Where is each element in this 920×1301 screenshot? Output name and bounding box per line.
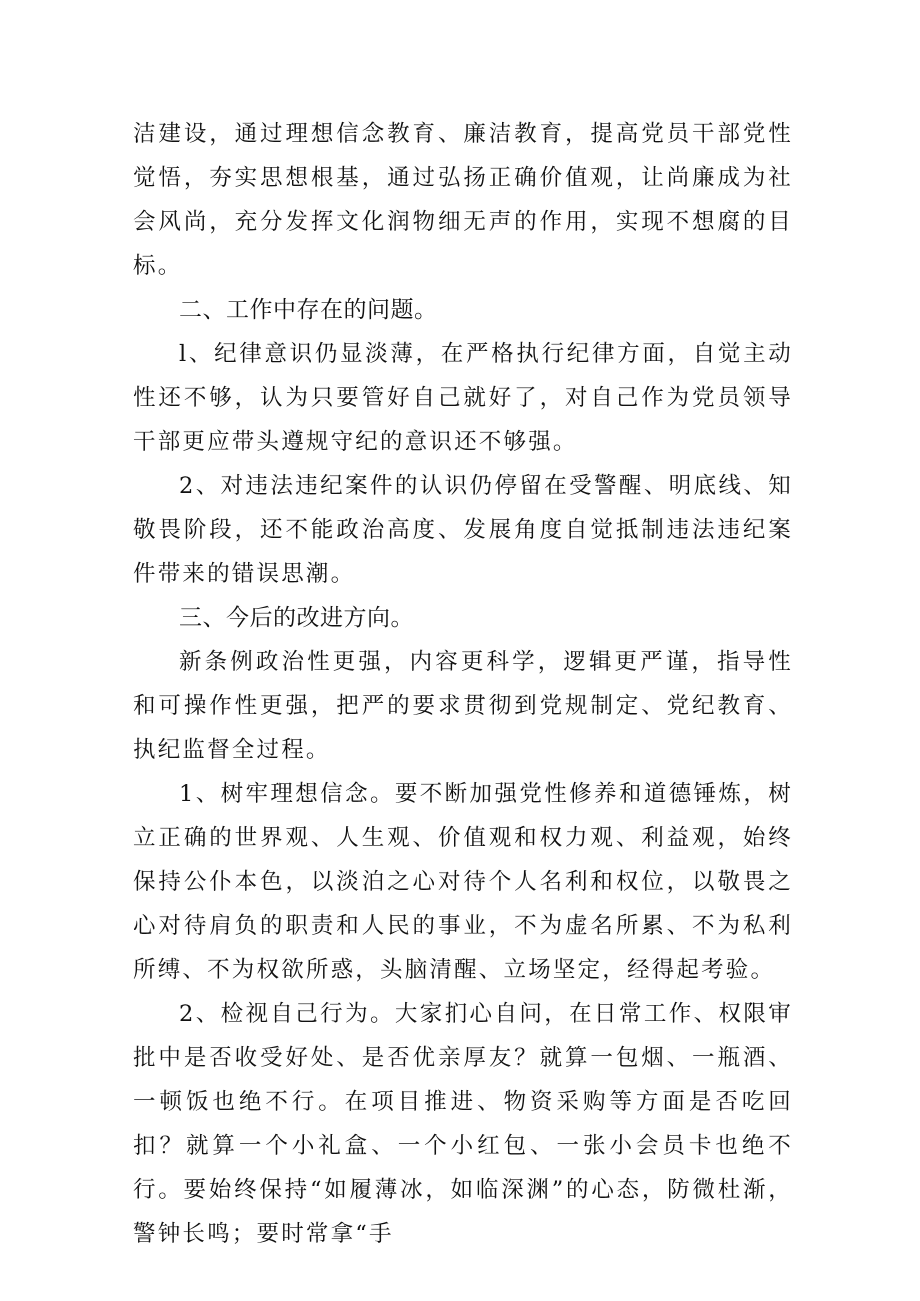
paragraph-intro-continuation: 洁建设，通过理想信念教育、廉洁教育，提高党员干部党性觉悟，夯实思想根基，通过弘扬正确价值观，让尚廉成为社会风尚，充分发挥文化润物细无声的作用，实现不想腐的目标。: [133, 121, 793, 279]
section-heading-improvement: 三、今后的改进方向。: [179, 605, 414, 631]
section-heading-problems: 二、工作中存在的问题。: [179, 297, 438, 323]
paragraph-improvement-1: 1、树牢理想信念。要不断加强党性修养和道德锤炼，树立正确的世界观、人生观、价值观和权力观、利益观，始终保持公仆本色，以淡泊之心对待个人名利和权位，以敬畏之心对待肩负的职责和人民的事业，不为虚名所累、不为私利所缚、不为权欲所惑，头脑清醒、立场坚定，经得起考验。: [133, 781, 793, 983]
paragraph-problem-2: 2、对违法违纪案件的认识仍停留在受警醒、明底线、知敬畏阶段，还不能政治高度、发展角度自觉抵制违法违纪案件带来的错误思潮。: [133, 473, 793, 587]
paragraph-problem-1: l、纪律意识仍显淡薄，在严格执行纪律方面，自觉主动性还不够，认为只要管好自己就好了，对自己作为党员领导干部更应带头遵规守纪的意识还不够强。: [133, 341, 793, 455]
paragraph-improvement-intro: 新条例政治性更强，内容更科学，逻辑更严谨，指导性和可操作性更强，把严的要求贯彻到党规制定、党纪教育、执纪监督全过程。: [133, 649, 793, 763]
paragraph-improvement-2: 2、检视自己行为。大家扪心自问，在日常工作、权限审批中是否收受好处、是否优亲厚友？就算一包烟、一瓶酒、一顿饭也绝不行。在项目推进、物资采购等方面是否吃回扣？就算一个小礼盒、一个小红包、一张小会员卡也绝不行。要始终保持“如履薄冰，如临深渊”的心态，防微杜渐，警钟长鸣；要时常拿“手: [133, 1001, 793, 1247]
document-body: [133, 112, 793, 1256]
